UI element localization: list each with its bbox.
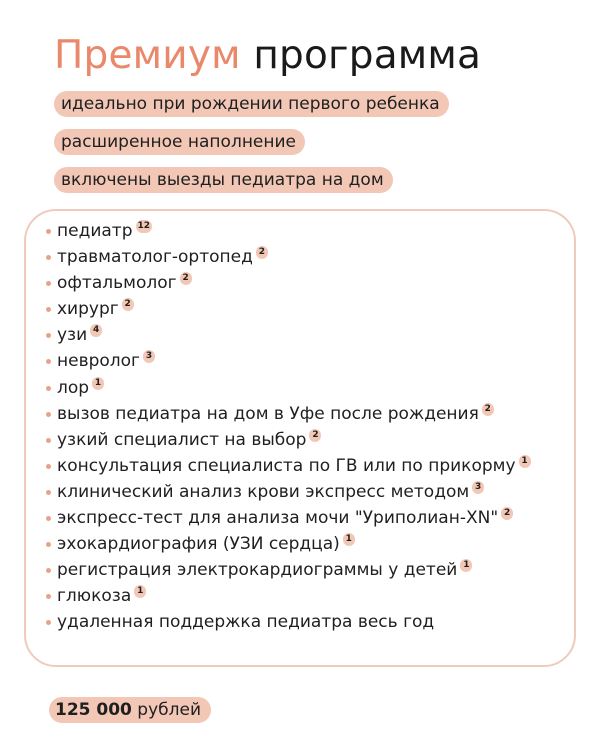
bullet-dot — [46, 333, 51, 338]
service-item-urine-test — [46, 505, 531, 531]
service-count-badge: 2 — [309, 429, 321, 442]
service-item-remote-support — [46, 609, 531, 635]
price-amount: 125 000 — [55, 700, 132, 720]
service-item-orthopedist — [46, 244, 531, 270]
service-label: регистрация электрокардиограммы у детей — [57, 560, 458, 581]
service-item-pediatrician — [46, 218, 531, 244]
service-item-surgeon — [46, 296, 531, 322]
service-label: педиатр — [57, 221, 133, 241]
bullet-dot — [46, 516, 51, 521]
service-count-badge: 2 — [122, 298, 134, 311]
title-accent: Премиум — [54, 33, 241, 78]
service-count-badge: 1 — [519, 455, 531, 468]
service-count-badge: 2 — [482, 403, 494, 416]
service-item-blood-test — [46, 479, 531, 505]
service-count-badge: 1 — [460, 559, 472, 572]
bullet-dot — [46, 568, 51, 573]
bullet-dot — [46, 229, 51, 234]
title-rest: программа — [240, 33, 482, 78]
feature-tag-extended: расширенное наполнение — [54, 129, 305, 155]
service-count-badge: 2 — [180, 272, 192, 285]
service-label: вызов педиатра на дом в Уфе после рождения — [57, 403, 479, 424]
service-item-glucose — [46, 583, 531, 609]
service-label: эхокардиография (УЗИ сердца) — [57, 534, 340, 555]
bullet-dot — [46, 386, 51, 391]
price-currency: рублей — [131, 700, 202, 720]
service-item-ultrasound — [46, 322, 531, 348]
service-item-feeding-consult — [46, 453, 531, 479]
service-label: узкий специалист на выбор — [57, 429, 307, 450]
service-item-specialist-choice — [46, 427, 531, 453]
service-label: хирург — [57, 299, 119, 320]
bullet-dot — [46, 620, 51, 625]
service-item-neurologist — [46, 348, 531, 374]
service-label: узи — [57, 325, 88, 346]
price-badge — [49, 697, 211, 723]
service-label: травматолог-ортопед — [57, 247, 253, 268]
service-item-echocardiography — [46, 531, 531, 557]
service-item-ent — [46, 375, 531, 401]
service-count-badge: 2 — [501, 507, 513, 520]
service-count-badge: 3 — [472, 481, 484, 494]
service-label: глюкоза — [57, 586, 132, 607]
services-list — [46, 218, 531, 636]
page-title — [54, 30, 481, 82]
services-card — [24, 209, 576, 667]
service-count-badge: 1 — [92, 377, 104, 390]
service-count-badge: 4 — [90, 324, 102, 337]
bullet-dot — [46, 490, 51, 495]
service-label: лор — [57, 377, 90, 398]
feature-tag-first-child: идеально при рождении первого ребенка — [54, 91, 449, 117]
bullet-dot — [46, 359, 51, 364]
service-label: консультация специалиста по ГВ или по прикорму — [57, 455, 516, 476]
bullet-dot — [46, 281, 51, 286]
bullet-dot — [46, 412, 51, 417]
service-label: офтальмолог — [57, 273, 177, 294]
service-item-ecg — [46, 557, 531, 583]
feature-tag-home-visits: включены выезды педиатра на дом — [54, 167, 393, 193]
service-count-badge: 2 — [256, 246, 268, 259]
service-label: невролог — [57, 351, 140, 372]
service-label: экспресс-тест для анализа мочи "Уриполиан-XN" — [57, 508, 499, 529]
service-label: удаленная поддержка педиатра весь год — [57, 612, 435, 633]
service-count-badge: 3 — [143, 350, 155, 363]
bullet-dot — [46, 464, 51, 469]
bullet-dot — [46, 542, 51, 547]
service-count-badge: 12 — [137, 221, 151, 231]
bullet-dot — [46, 307, 51, 312]
service-count-badge: 1 — [343, 533, 355, 546]
service-item-ophthalmologist — [46, 270, 531, 296]
bullet-dot — [46, 255, 51, 260]
service-label: клинический анализ крови экспресс методом — [57, 481, 470, 502]
bullet-dot — [46, 438, 51, 443]
bullet-dot — [46, 594, 51, 599]
service-item-home-visit — [46, 401, 531, 427]
feature-tags — [54, 91, 449, 205]
service-count-badge: 1 — [134, 585, 146, 598]
